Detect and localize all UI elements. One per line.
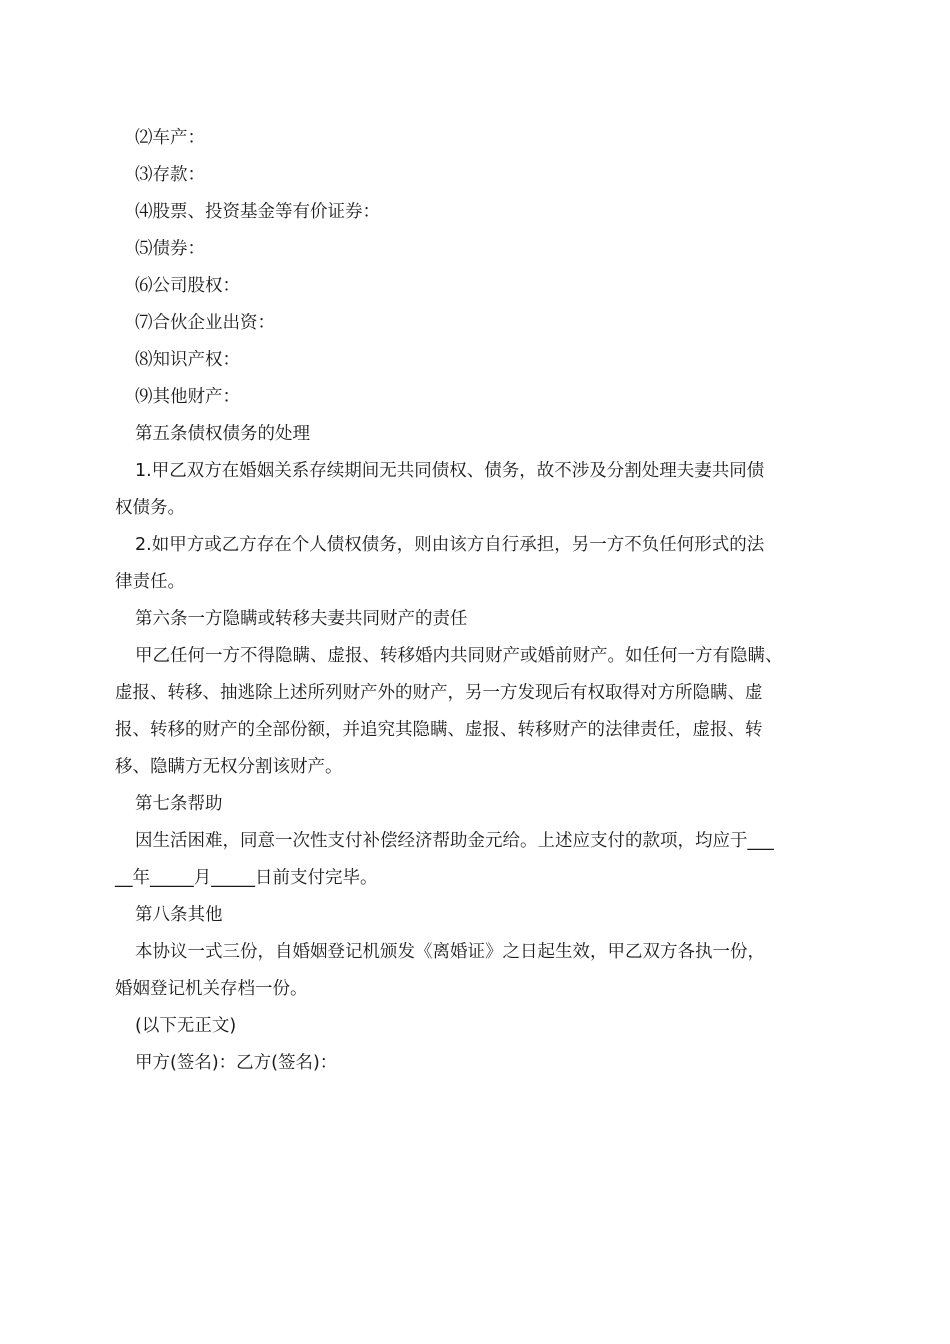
article-5-paragraph-1: 1.甲乙双方在婚姻关系存续期间无共同债权、债务，故不涉及分割处理夫妻共同债 — [135, 461, 765, 481]
article-5-paragraph-2-cont: 律责任。 — [115, 572, 185, 592]
list-item: ⑸债券： — [135, 239, 205, 259]
list-item: ⑻知识产权： — [135, 350, 240, 370]
article-7-line-2: __年_____月_____日前支付完毕。 — [115, 868, 378, 888]
article-8-line-1: 本协议一式三份，自婚姻登记机颁发《离婚证》之日起生效，甲乙双方各执一份， — [135, 942, 765, 962]
list-item: ⑺合伙企业出资： — [135, 313, 275, 333]
article-8-heading: 第八条其他 — [135, 905, 223, 925]
article-5-paragraph-1-cont: 权债务。 — [115, 498, 185, 518]
article-6-line-4: 移、隐瞒方无权分割该财产。 — [115, 757, 343, 777]
article-7-heading: 第七条帮助 — [135, 794, 223, 814]
document-body — [115, 120, 845, 1082]
article-6-line-2: 虚报、转移、抽逃除上述所列财产外的财产，另一方发现后有权取得对方所隐瞒、虚 — [115, 683, 763, 703]
article-5-paragraph-2: 2.如甲方或乙方存在个人债权债务，则由该方自行承担，另一方不负任何形式的法 — [135, 535, 765, 555]
list-item: ⑶存款： — [135, 165, 205, 185]
article-6-line-1: 甲乙任何一方不得隐瞒、虚报、转移婚内共同财产或婚前财产。如任何一方有隐瞒、 — [135, 646, 783, 666]
list-item: ⑷股票、投资基金等有价证券： — [135, 202, 380, 222]
list-item: ⑵车产： — [135, 128, 205, 148]
article-6-heading: 第六条一方隐瞒或转移夫妻共同财产的责任 — [135, 609, 468, 629]
article-6-line-3: 报、转移的财产的全部份额，并追究其隐瞒、虚报、转移财产的法律责任，虚报、转 — [115, 720, 763, 740]
list-item: ⑹公司股权： — [135, 276, 240, 296]
list-item: ⑼其他财产： — [135, 387, 240, 407]
article-8-line-2: 婚姻登记机关存档一份。 — [115, 979, 308, 999]
end-note: (以下无正文) — [135, 1016, 237, 1036]
signature-line: 甲方(签名)：乙方(签名)： — [135, 1053, 338, 1073]
article-5-heading: 第五条债权债务的处理 — [135, 424, 310, 444]
article-7-line-1: 因生活困难，同意一次性支付补偿经济帮助金元给。上述应支付的款项，均应于___ — [135, 831, 774, 851]
